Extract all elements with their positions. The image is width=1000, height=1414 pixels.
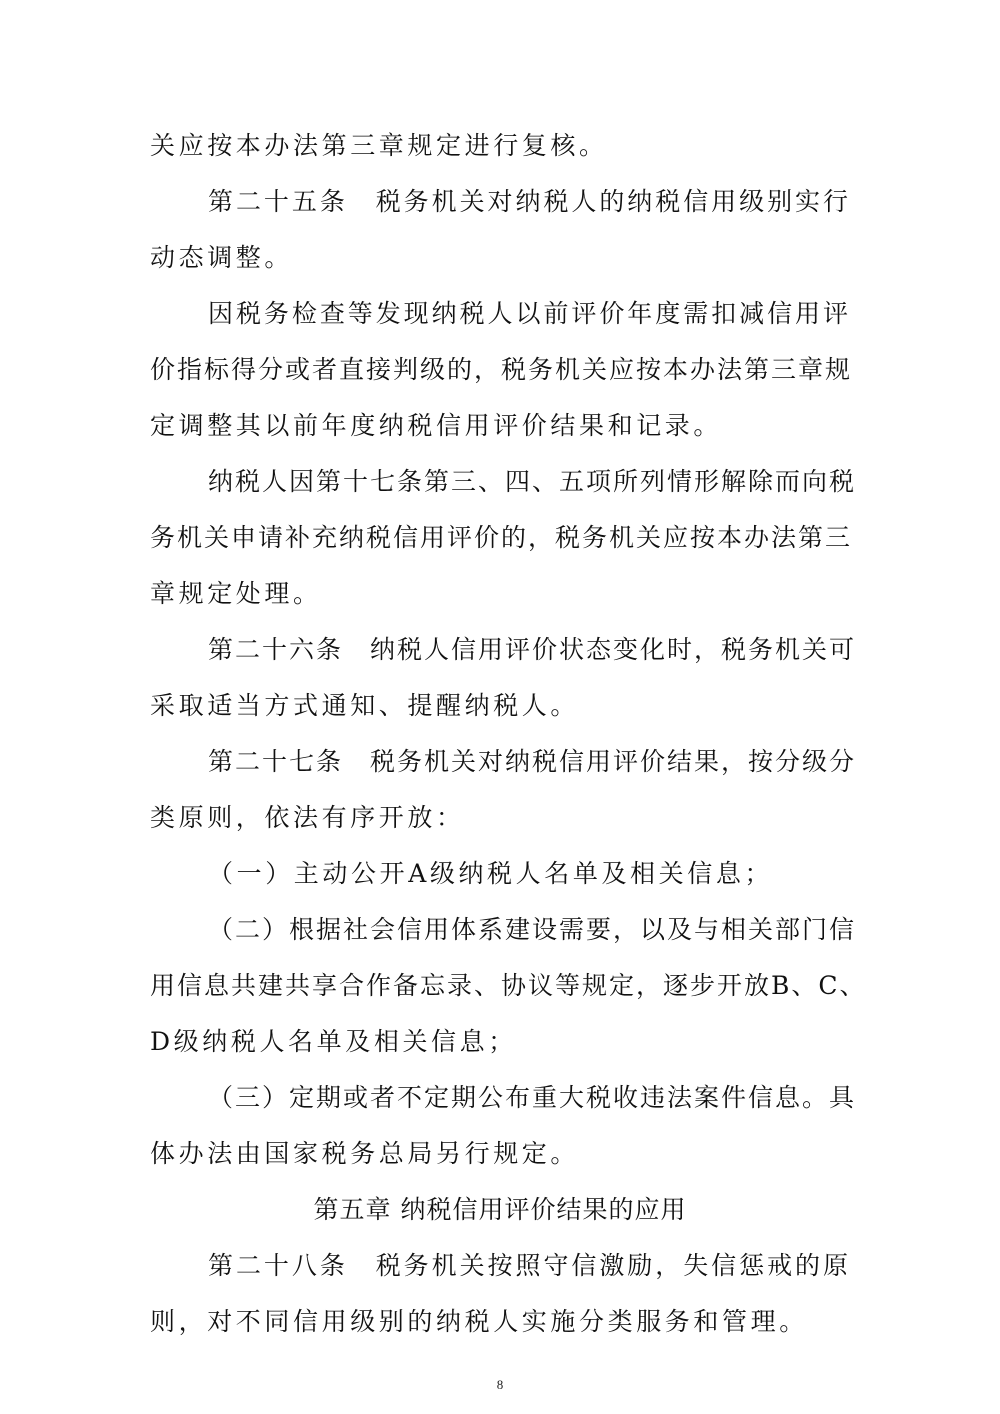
list-item: （三）定期或者不定期公布重大税收违法案件信息。具 xyxy=(208,1083,857,1112)
text-line: 体办法由国家税务总局另行规定。 xyxy=(150,1139,580,1168)
text-line: 务机关申请补充纳税信用评价的，税务机关应按本办法第三 xyxy=(150,523,853,552)
page-number: 8 xyxy=(496,1377,504,1392)
text-line: 用信息共建共享合作备忘录、协议等规定，逐步开放B、C、 xyxy=(150,971,867,1000)
text-line: 动态调整。 xyxy=(150,243,294,272)
article-25-line-1: 第二十五条 税务机关对纳税人的纳税信用级别实行 xyxy=(208,187,850,216)
list-item: （二）根据社会信用体系建设需要，以及与相关部门信 xyxy=(208,915,857,944)
text-line: 章规定处理。 xyxy=(150,579,322,608)
text-line: 关应按本办法第三章规定进行复核。 xyxy=(150,131,608,160)
text-line: 类原则，依法有序开放： xyxy=(150,803,465,832)
article-28-line-1: 第二十八条 税务机关按照守信激励，失信惩戒的原 xyxy=(208,1251,850,1280)
text-line: 采取适当方式通知、提醒纳税人。 xyxy=(150,691,580,720)
text-line: 价指标得分或者直接判级的，税务机关应按本办法第三章规 xyxy=(150,355,853,384)
article-27-line-1: 第二十七条 税务机关对纳税信用评价结果，按分级分 xyxy=(208,747,857,776)
text-line: 纳税人因第十七条第三、四、五项所列情形解除而向税 xyxy=(208,467,857,496)
chapter-heading: 第五章 纳税信用评价结果的应用 xyxy=(313,1195,687,1224)
text-line: D级纳税人名单及相关信息； xyxy=(150,1027,517,1056)
text-line: 定调整其以前年度纳税信用评价结果和记录。 xyxy=(150,411,723,440)
text-line: 则，对不同信用级别的纳税人实施分类服务和管理。 xyxy=(150,1307,808,1336)
text-line: 因税务检查等发现纳税人以前评价年度需扣减信用评 xyxy=(208,299,850,328)
article-26-line-1: 第二十六条 纳税人信用评价状态变化时，税务机关可 xyxy=(208,635,857,664)
list-item: （一）主动公开A级纳税人名单及相关信息； xyxy=(208,859,774,888)
